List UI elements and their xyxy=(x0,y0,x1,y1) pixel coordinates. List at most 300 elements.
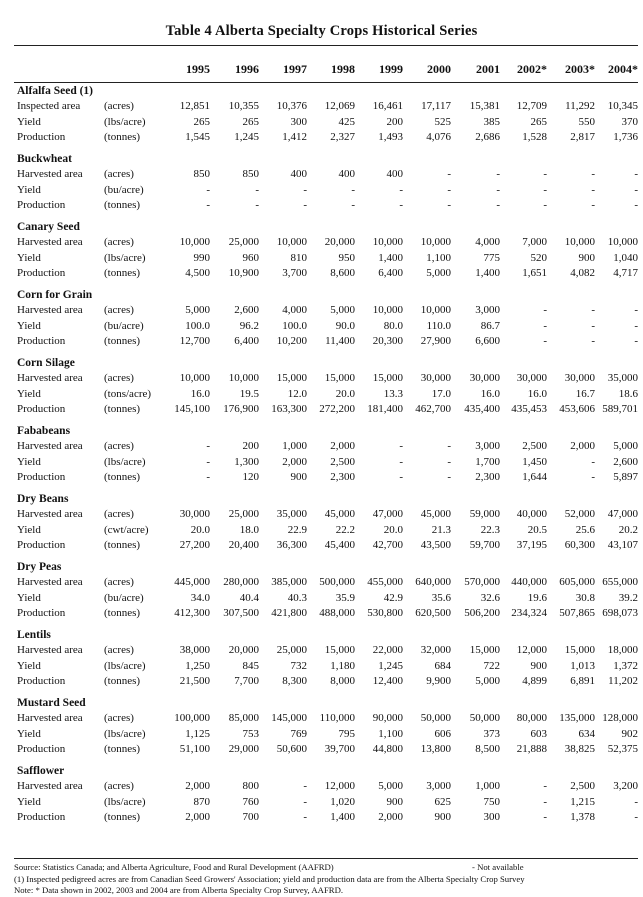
table-cell: 2,500 xyxy=(330,455,355,468)
row-label: Production xyxy=(17,403,66,415)
crop-name: Mustard Seed xyxy=(17,697,86,709)
footnote-1: (1) Inspected pedigreed acres are from Canadian Seed Growers' Association; yield and production data are from the Alberta Specialty Crop Survey xyxy=(14,873,525,884)
table-cell: 16.0 xyxy=(527,387,547,400)
table-cell: - xyxy=(206,183,210,196)
row-label: Harvested area xyxy=(17,372,83,384)
table-cell: 1,400 xyxy=(475,267,500,279)
table-cell: 850 xyxy=(242,168,259,180)
table-cell: 2,600 xyxy=(613,455,638,468)
table-cell: 42,700 xyxy=(372,539,403,551)
row-label: Harvested area xyxy=(17,236,83,248)
table-row xyxy=(14,591,638,607)
table-cell: 45,000 xyxy=(324,508,355,520)
table-cell: 412,300 xyxy=(174,607,210,619)
table-cell: - xyxy=(399,455,403,468)
table-cell: 620,500 xyxy=(415,607,451,619)
table-cell: 265 xyxy=(530,115,547,128)
year-header-0: 1995 xyxy=(186,62,210,76)
table-row xyxy=(14,99,638,115)
year-header-6: 2001 xyxy=(476,62,500,76)
table-cell: 10,355 xyxy=(228,100,259,112)
table-cell: 100.0 xyxy=(185,319,210,332)
table-row xyxy=(14,266,638,282)
table-cell: 8,300 xyxy=(282,675,307,687)
table-cell: 90,000 xyxy=(372,712,403,724)
table-cell: 1,528 xyxy=(522,131,547,143)
table-cell: 606 xyxy=(434,727,451,740)
table-cell: 100,000 xyxy=(174,712,210,724)
table-cell: 11,292 xyxy=(565,100,595,112)
table-cell: 176,900 xyxy=(223,403,259,415)
table-cell: 38,825 xyxy=(564,743,595,755)
table-row xyxy=(14,387,638,403)
table-cell: 769 xyxy=(290,727,307,740)
table-cell: 43,107 xyxy=(607,539,638,551)
table-cell: - xyxy=(591,335,595,347)
row-label: Production xyxy=(17,811,66,823)
table-cell: 19.5 xyxy=(239,387,259,400)
table-cell: 27,900 xyxy=(420,335,451,347)
table-cell: 128,000 xyxy=(602,712,638,724)
table-cell: 1,180 xyxy=(330,659,355,672)
table-cell: 35.6 xyxy=(431,591,451,604)
row-unit: (acres) xyxy=(104,440,134,452)
table-cell: 1,215 xyxy=(570,795,595,808)
row-unit: (acres) xyxy=(104,712,134,724)
table-cell: 5,000 xyxy=(475,675,500,687)
table-cell: 655,000 xyxy=(602,576,638,588)
row-label: Production xyxy=(17,199,66,211)
table-cell: 16.0 xyxy=(190,387,210,400)
crop-section xyxy=(14,356,638,424)
table-row xyxy=(14,235,638,251)
table-cell: 50,000 xyxy=(469,712,500,724)
table-cell: 1,651 xyxy=(522,267,547,279)
table-cell: 20,000 xyxy=(228,644,259,656)
table-cell: - xyxy=(447,199,451,211)
table-cell: 80.0 xyxy=(383,319,403,332)
table-cell: 120 xyxy=(242,471,259,483)
table-cell: - xyxy=(634,795,638,808)
table-cell: - xyxy=(591,319,595,332)
table-cell: - xyxy=(255,183,259,196)
table-cell: 20,000 xyxy=(324,236,355,248)
table-cell: 52,375 xyxy=(607,743,638,755)
table-cell: - xyxy=(634,319,638,332)
table-cell: 488,000 xyxy=(319,607,355,619)
table-cell: 47,000 xyxy=(607,508,638,520)
row-unit: (acres) xyxy=(104,304,134,316)
row-label: Production xyxy=(17,471,66,483)
table-cell: 1,412 xyxy=(282,131,307,143)
table-cell: - xyxy=(447,455,451,468)
row-label: Yield xyxy=(17,523,41,536)
table-cell: 11,400 xyxy=(325,335,355,347)
row-label: Inspected area xyxy=(17,100,81,112)
table-cell: 3,200 xyxy=(613,780,638,792)
table-cell: 10,345 xyxy=(607,100,638,112)
table-row xyxy=(14,455,638,471)
table-cell: 12,069 xyxy=(324,100,355,112)
table-cell: 265 xyxy=(193,115,210,128)
table-cell: 90.0 xyxy=(335,319,355,332)
table-cell: 370 xyxy=(621,115,638,128)
table-cell: 32,000 xyxy=(420,644,451,656)
header-rule xyxy=(14,82,638,83)
table-cell: 18.6 xyxy=(618,387,638,400)
table-cell: 1,493 xyxy=(378,131,403,143)
table-cell: 85,000 xyxy=(228,712,259,724)
table-cell: 44,800 xyxy=(372,743,403,755)
row-unit: (bu/acre) xyxy=(104,319,144,332)
table-cell: 8,000 xyxy=(330,675,355,687)
table-cell: 10,000 xyxy=(179,372,210,384)
table-cell: 30,000 xyxy=(516,372,547,384)
table-row xyxy=(14,251,638,267)
table-cell: - xyxy=(447,471,451,483)
table-cell: 7,000 xyxy=(522,236,547,248)
table-cell: - xyxy=(543,319,547,332)
year-header-1: 1996 xyxy=(235,62,259,76)
table-cell: 10,200 xyxy=(276,335,307,347)
table-cell: 38,000 xyxy=(179,644,210,656)
table-cell: 12,000 xyxy=(324,780,355,792)
crop-name: Alfalfa Seed (1) xyxy=(17,85,94,97)
crop-name: Fababeans xyxy=(17,425,71,437)
table-cell: 900 xyxy=(530,659,547,672)
table-cell: - xyxy=(303,795,307,808)
table-cell: 2,500 xyxy=(522,440,547,452)
table-cell: 36,300 xyxy=(276,539,307,551)
table-cell: 795 xyxy=(338,727,355,740)
table-cell: 13.3 xyxy=(383,387,403,400)
table-cell: 60,300 xyxy=(564,539,595,551)
table-title: Table 4 Alberta Specialty Crops Historical Series xyxy=(165,23,478,39)
table-cell: 5,000 xyxy=(185,304,210,316)
table-cell: 32.6 xyxy=(480,591,500,604)
table-cell: 10,000 xyxy=(276,236,307,248)
table-cell: 722 xyxy=(483,659,500,672)
row-label: Harvested area xyxy=(17,168,83,180)
table-cell: 525 xyxy=(434,115,451,128)
table-cell: 145,000 xyxy=(271,712,307,724)
table-cell: 20.0 xyxy=(383,523,403,536)
table-cell: 2,000 xyxy=(185,811,210,823)
table-cell: - xyxy=(447,168,451,180)
year-header-5: 2000 xyxy=(427,62,451,76)
table-cell: 307,500 xyxy=(223,607,259,619)
table-cell: 507,865 xyxy=(559,607,595,619)
table-cell: 950 xyxy=(338,251,355,264)
table-cell: 40.4 xyxy=(239,591,259,604)
table-cell: 16,461 xyxy=(372,100,403,112)
table-cell: 20.0 xyxy=(335,387,355,400)
bottom-rule xyxy=(14,858,638,859)
table-cell: - xyxy=(543,795,547,808)
table-cell: 10,000 xyxy=(228,372,259,384)
table-cell: 1,040 xyxy=(613,251,638,264)
table-cell: 440,000 xyxy=(511,576,547,588)
row-label: Harvested area xyxy=(17,440,83,452)
table-cell: 20,300 xyxy=(372,335,403,347)
row-label: Production xyxy=(17,743,66,755)
crop-name: Lentils xyxy=(17,629,51,641)
table-cell: - xyxy=(543,183,547,196)
table-cell: 435,453 xyxy=(511,403,547,415)
table-cell: 634 xyxy=(578,727,595,740)
table-cell: 22.9 xyxy=(287,523,307,536)
table-cell: 280,000 xyxy=(223,576,259,588)
table-cell: 2,686 xyxy=(475,131,500,143)
table-cell: 30,000 xyxy=(420,372,451,384)
table-cell: 589,701 xyxy=(602,403,638,415)
crop-section xyxy=(14,84,638,152)
table-cell: 435,400 xyxy=(464,403,500,415)
table-cell: 1,245 xyxy=(378,659,403,672)
table-cell: - xyxy=(591,304,595,316)
table-cell: 902 xyxy=(621,727,638,740)
row-label: Harvested area xyxy=(17,304,83,316)
row-unit: (tonnes) xyxy=(104,743,141,755)
table-cell: 22,000 xyxy=(372,644,403,656)
table-cell: 163,300 xyxy=(271,403,307,415)
table-cell: 1,245 xyxy=(234,131,259,143)
table-row xyxy=(14,130,638,146)
table-cell: 960 xyxy=(242,251,259,264)
table-cell: - xyxy=(591,168,595,180)
table-cell: - xyxy=(399,440,403,452)
crop-name: Safflower xyxy=(17,765,65,777)
table-cell: 39,700 xyxy=(324,743,355,755)
year-header-9: 2004* xyxy=(608,62,638,76)
row-unit: (lbs/acre) xyxy=(104,251,146,264)
row-label: Yield xyxy=(17,659,41,672)
table-cell: 900 xyxy=(578,251,595,264)
row-label: Harvested area xyxy=(17,508,83,520)
table-cell: 35,000 xyxy=(607,372,638,384)
table-cell: - xyxy=(634,199,638,211)
row-label: Yield xyxy=(17,727,41,740)
row-unit: (acres) xyxy=(104,644,134,656)
row-label: Yield xyxy=(17,387,41,400)
crop-name: Dry Beans xyxy=(17,493,69,505)
table-cell: 500,000 xyxy=(319,576,355,588)
row-label: Yield xyxy=(17,251,41,264)
table-cell: 30,000 xyxy=(564,372,595,384)
table-cell: 900 xyxy=(434,811,451,823)
year-header-2: 1997 xyxy=(283,62,307,76)
table-cell: - xyxy=(351,183,355,196)
table-cell: 59,000 xyxy=(469,508,500,520)
table-cell: 37,195 xyxy=(516,539,547,551)
table-cell: - xyxy=(399,199,403,211)
table-cell: - xyxy=(206,199,210,211)
table-cell: 698,073 xyxy=(602,607,638,619)
data-source-note: Note: * Data shown in 2002, 2003 and 2004 are from Alberta Specialty Crop Survey, AAFRD. xyxy=(14,885,344,895)
table-cell: 760 xyxy=(242,795,259,808)
crop-section xyxy=(14,764,638,832)
row-unit: (acres) xyxy=(104,100,134,112)
table-cell: 1,372 xyxy=(613,659,638,672)
row-unit: (acres) xyxy=(104,168,134,180)
table-cell: 700 xyxy=(242,811,259,823)
table-cell: - xyxy=(255,199,259,211)
row-unit: (lbs/acre) xyxy=(104,455,146,468)
table-cell: 10,000 xyxy=(372,236,403,248)
row-unit: (lbs/acre) xyxy=(104,115,146,128)
row-unit: (acres) xyxy=(104,236,134,248)
table-cell: 2,000 xyxy=(282,455,307,468)
table-cell: 400 xyxy=(386,168,403,180)
table-cell: - xyxy=(206,440,210,452)
table-cell: 25.6 xyxy=(575,523,595,536)
table-cell: 5,000 xyxy=(426,267,451,279)
table-cell: - xyxy=(496,199,500,211)
row-unit: (tonnes) xyxy=(104,811,141,823)
row-label: Production xyxy=(17,131,66,143)
row-label: Yield xyxy=(17,183,41,196)
table-cell: 870 xyxy=(193,795,210,808)
table-row xyxy=(14,727,638,743)
table-cell: 455,000 xyxy=(367,576,403,588)
table-cell: 39.2 xyxy=(618,591,638,604)
table-cell: - xyxy=(634,811,638,823)
table-cell: 10,900 xyxy=(228,267,259,279)
table-cell: 1,000 xyxy=(282,440,307,452)
table-cell: 5,000 xyxy=(378,780,403,792)
row-label: Yield xyxy=(17,319,41,332)
table-cell: 22.3 xyxy=(480,523,500,536)
table-cell: 2,000 xyxy=(330,440,355,452)
table-row xyxy=(14,507,638,523)
table-cell: 30,000 xyxy=(179,508,210,520)
table-cell: - xyxy=(447,183,451,196)
table-cell: 15,000 xyxy=(372,372,403,384)
table-cell: 775 xyxy=(483,251,500,264)
table-row xyxy=(14,198,638,214)
table-cell: 3,000 xyxy=(426,780,451,792)
table-cell: 421,800 xyxy=(271,607,307,619)
table-cell: 520 xyxy=(530,251,547,264)
table-cell: 603 xyxy=(530,727,547,740)
year-header-3: 1998 xyxy=(331,62,355,76)
table-cell: 12,709 xyxy=(516,100,547,112)
table-cell: 15,000 xyxy=(324,644,355,656)
table-cell: - xyxy=(206,471,210,483)
table-cell: 4,899 xyxy=(522,675,547,687)
table-cell: 21,500 xyxy=(179,675,210,687)
row-unit: (tonnes) xyxy=(104,131,141,143)
table-cell: 385,000 xyxy=(271,576,307,588)
table-cell: 7,700 xyxy=(234,675,259,687)
table-cell: 1,013 xyxy=(570,659,595,672)
table-row xyxy=(14,319,638,335)
table-cell: 385 xyxy=(483,115,500,128)
table-cell: 300 xyxy=(290,115,307,128)
table-cell: 5,897 xyxy=(613,471,638,483)
table-cell: 16.0 xyxy=(480,387,500,400)
table-cell: 732 xyxy=(290,659,307,672)
table-cell: 59,700 xyxy=(469,539,500,551)
table-cell: 1,300 xyxy=(234,455,259,468)
table-cell: 40.3 xyxy=(287,591,307,604)
table-cell: 96.2 xyxy=(239,319,259,332)
table-cell: - xyxy=(543,168,547,180)
table-row xyxy=(14,643,638,659)
source-note xyxy=(14,862,638,874)
table-cell: 373 xyxy=(483,727,500,740)
table-cell: 30.8 xyxy=(575,591,595,604)
table-cell: 845 xyxy=(242,659,259,672)
table-cell: 2,000 xyxy=(378,811,403,823)
table-cell: 5,000 xyxy=(330,304,355,316)
table-cell: 21.3 xyxy=(431,523,451,536)
top-rule xyxy=(14,45,638,46)
table-cell: 52,000 xyxy=(564,508,595,520)
table-cell: 2,500 xyxy=(570,780,595,792)
table-cell: 200 xyxy=(386,115,403,128)
table-row xyxy=(14,183,638,199)
table-cell: 15,381 xyxy=(469,100,500,112)
table-cell: 1,250 xyxy=(185,659,210,672)
table-cell: 2,300 xyxy=(330,471,355,483)
table-cell: 12.0 xyxy=(287,387,307,400)
table-cell: 4,500 xyxy=(185,267,210,279)
table-row xyxy=(14,167,638,183)
table-cell: 20.0 xyxy=(190,523,210,536)
table-cell: 18,000 xyxy=(607,644,638,656)
table-row xyxy=(14,538,638,554)
table-cell: 1,000 xyxy=(475,780,500,792)
crop-section xyxy=(14,220,638,288)
table-cell: 900 xyxy=(290,471,307,483)
table-cell: 110,000 xyxy=(319,712,355,724)
table-cell: 550 xyxy=(578,115,595,128)
table-cell: 43,500 xyxy=(420,539,451,551)
table-cell: 12,400 xyxy=(372,675,403,687)
table-cell: 272,200 xyxy=(319,403,355,415)
table-row xyxy=(14,674,638,690)
crop-section xyxy=(14,152,638,220)
table-cell: 6,400 xyxy=(378,267,403,279)
table-cell: 17,117 xyxy=(421,100,451,112)
table-cell: 15,000 xyxy=(469,644,500,656)
table-cell: 990 xyxy=(193,251,210,264)
source-text: Source: Statistics Canada; and Alberta Agriculture, Food and Rural Development (AAFRD) xyxy=(14,862,334,872)
table-cell: 45,400 xyxy=(324,539,355,551)
table-cell: 20.2 xyxy=(618,523,638,536)
table-cell: 45,000 xyxy=(420,508,451,520)
table-cell: - xyxy=(206,455,210,468)
table-cell: 445,000 xyxy=(174,576,210,588)
table-cell: 2,817 xyxy=(570,131,595,143)
table-cell: 16.7 xyxy=(575,387,595,400)
crop-section xyxy=(14,560,638,628)
table-cell: 21,888 xyxy=(516,743,547,755)
table-cell: - xyxy=(634,335,638,347)
table-cell: - xyxy=(591,471,595,483)
table-cell: 4,000 xyxy=(475,236,500,248)
year-header-7: 2002* xyxy=(517,62,547,76)
row-label: Production xyxy=(17,335,66,347)
table-cell: 10,000 xyxy=(607,236,638,248)
table-cell: 20,400 xyxy=(228,539,259,551)
table-cell: 1,400 xyxy=(378,251,403,264)
table-cell: 425 xyxy=(338,115,355,128)
table-row xyxy=(14,303,638,319)
table-cell: 750 xyxy=(483,795,500,808)
table-cell: 1,125 xyxy=(185,727,210,740)
